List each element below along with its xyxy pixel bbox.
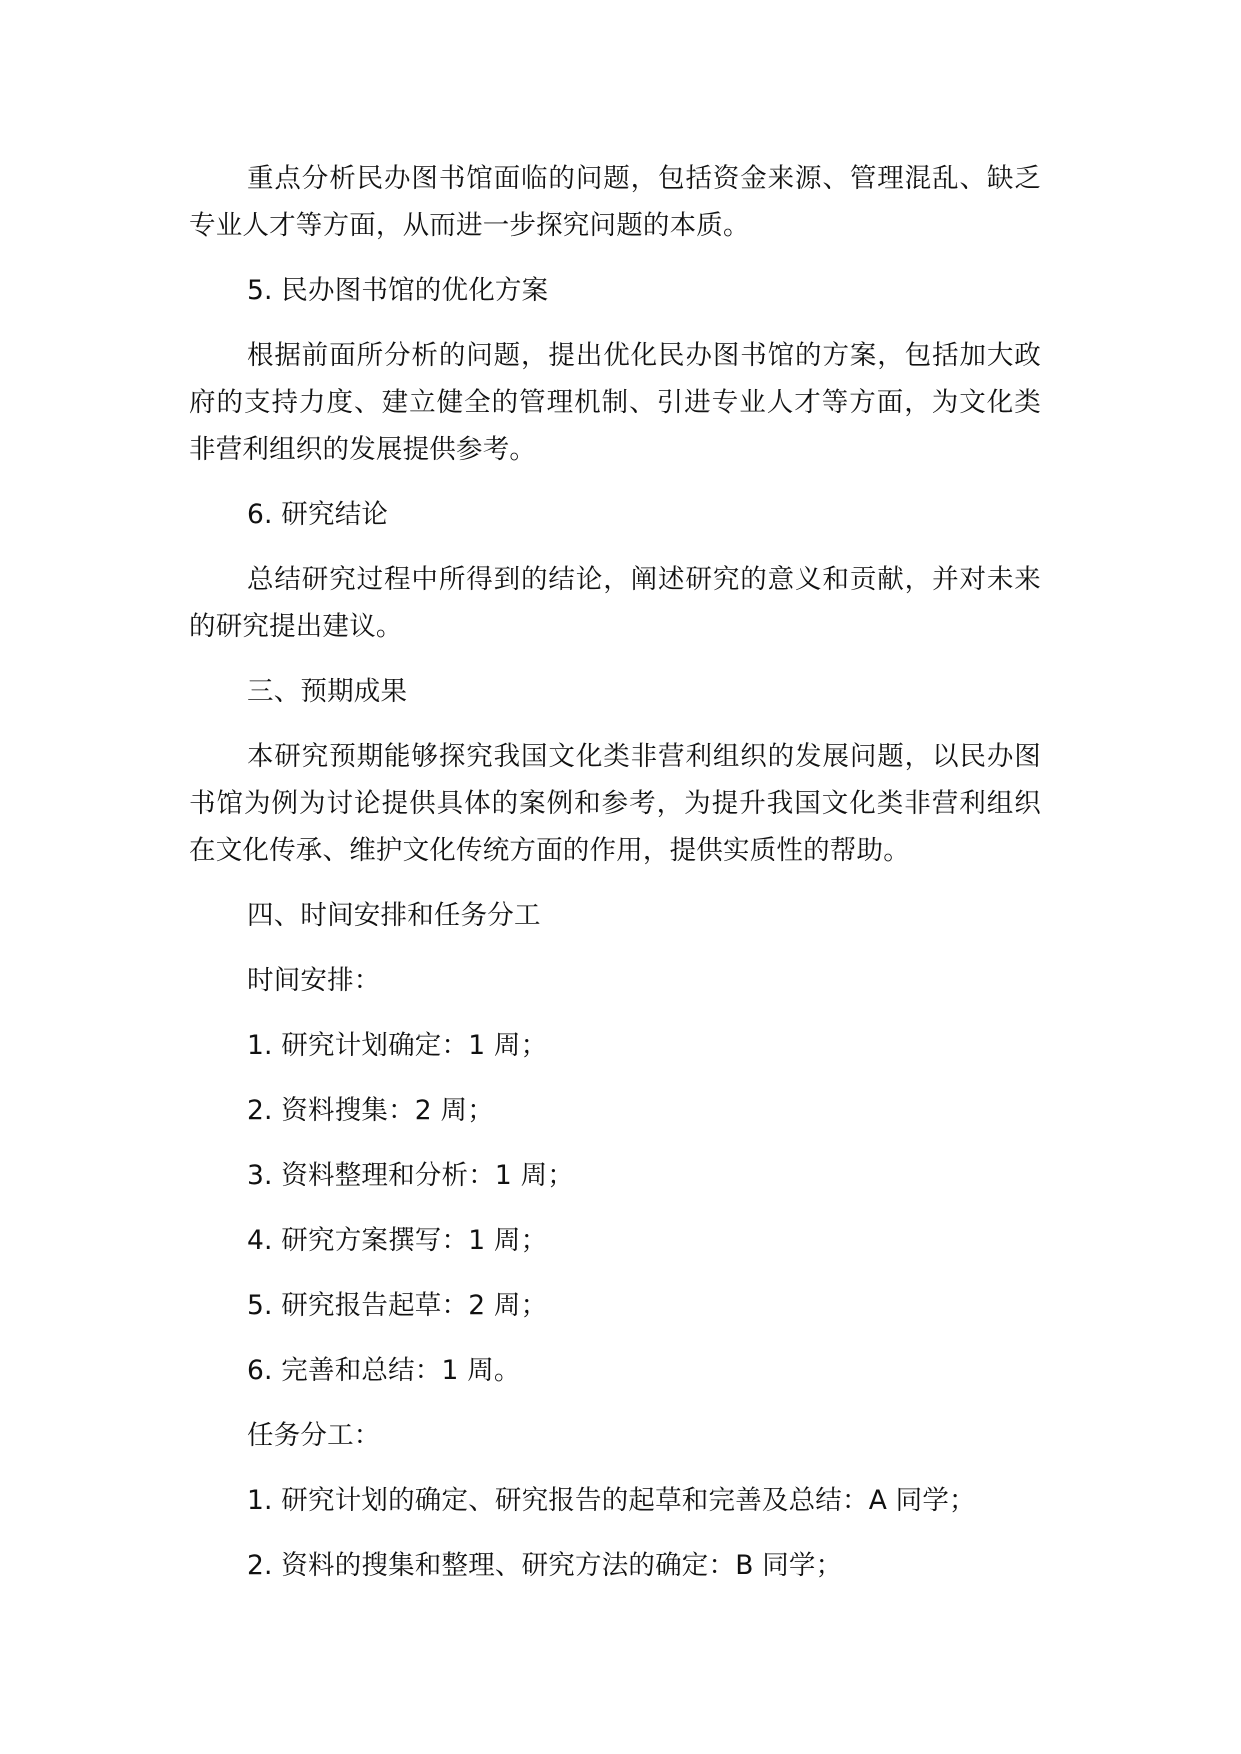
schedule-item: 1. 研究计划确定：1 周； xyxy=(247,1030,548,1061)
heading-schedule-and-tasks: 四、时间安排和任务分工 xyxy=(247,900,541,931)
paragraph-expected-results: 本研究预期能够探究我国文化类非营利组织的发展问题，以民办图书馆为例为讨论提供具体的案例和参考，为提升我国文化类非营利组织在文化传承、维护文化传统方面的作用，提供实质性的帮助。 xyxy=(189,741,1041,866)
paragraph-problem-analysis: 重点分析民办图书馆面临的问题，包括资金来源、管理混乱、缺乏专业人才等方面，从而进一步探究问题的本质。 xyxy=(189,163,1041,241)
task-item: 1. 研究计划的确定、研究报告的起草和完善及总结：A 同学； xyxy=(247,1485,976,1516)
paragraph-optimization-plan: 根据前面所分析的问题，提出优化民办图书馆的方案，包括加大政府的支持力度、建立健全的管理机制、引进专业人才等方面，为文化类非营利组织的发展提供参考。 xyxy=(189,340,1041,465)
schedule-label: 时间安排： xyxy=(247,965,381,996)
heading-expected-results: 三、预期成果 xyxy=(247,676,408,707)
schedule-item: 4. 研究方案撰写：1 周； xyxy=(247,1225,548,1256)
document-body xyxy=(189,155,1041,1607)
heading-optimization-plan: 5. 民办图书馆的优化方案 xyxy=(247,275,549,306)
schedule-item: 6. 完善和总结：1 周。 xyxy=(247,1355,521,1386)
schedule-item: 5. 研究报告起草：2 周； xyxy=(247,1290,548,1321)
schedule-item: 2. 资料搜集：2 周； xyxy=(247,1095,494,1126)
tasks-label: 任务分工： xyxy=(247,1420,381,1451)
paragraph-research-conclusion: 总结研究过程中所得到的结论，阐述研究的意义和贡献，并对未来的研究提出建议。 xyxy=(189,564,1041,642)
schedule-item: 3. 资料整理和分析：1 周； xyxy=(247,1160,574,1191)
heading-research-conclusion: 6. 研究结论 xyxy=(247,499,389,530)
task-item: 2. 资料的搜集和整理、研究方法的确定：B 同学； xyxy=(247,1550,843,1581)
